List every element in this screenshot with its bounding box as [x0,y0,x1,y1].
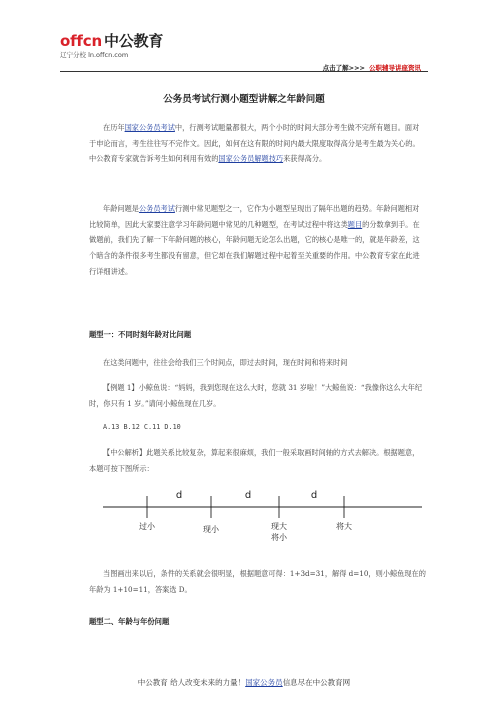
footer-link[interactable]: 国家公务员 [245,678,283,687]
solution-paragraph: 当图画出来以后，条件的关系就会很明显，根据题意可得：1+3d=31，解得 d=10，则小鲸鱼现在的年龄为 1+10=11，答案选 D。 [89,569,426,594]
link-civil-exam[interactable]: 公务员考试 [138,204,175,213]
page-title: 公务员考试行测小题型讲解之年龄问题 [163,94,325,105]
type1-paragraph: 在这类问题中，往往会给我们三个时间点，即过去时间，现在时间和将来时间 [103,358,348,367]
text: 行测中常见题型之一，它作为小题型呈现出了隔年出题的趋势。年龄问题相对比较简单，因此大家要注意学习年龄问题中常见的几种题型，在考试过程中将这类 [89,204,420,229]
link-solving-skills[interactable]: 国家公务员解题技巧 [218,154,284,164]
text: 来获得高分。 [283,154,327,164]
timeline-diagram [89,478,426,548]
offcn-logo[interactable] [60,32,163,59]
intro-paragraph [89,120,426,167]
age-intro-paragraph [89,201,426,280]
click-text: 点击了解>>> [322,64,365,72]
link-questions[interactable]: 题目 [347,219,363,229]
footer-slogan: 中公教育 给人改变未来的力量！ [137,678,246,687]
click-link[interactable]: 公职辅导讲座资讯 [369,64,421,72]
analysis-paragraph: 【中公解析】此题关系比较复杂，算起来很麻烦，我们一般采取画时间轴的方式去解决。根据题意，本题可按下图所示： [89,448,420,473]
footer-text: 信息尽在中公教育网 [282,678,351,687]
interval-d-label: d [175,490,183,501]
answer-options: A.13 B.12 C.11 D.10 [103,423,181,431]
text: 在历年 [103,123,125,132]
label-now-small: 现小 [203,525,219,534]
header-divider [60,71,428,72]
interval-d-label: d [244,490,252,501]
link-national-exam[interactable]: 国家公务员考试 [124,123,175,132]
page-footer [60,677,428,688]
text: 中，行测考试题量都很大，两个小时的时间大部分考生做不完所有题目。面对于申论而言，考生往往写不完作文。因此，如何在这有限的时间内最大限度取得高分是考生最为关心的。中公教育专家就告诉考生如何利用有效的 [89,123,420,164]
text: 年龄问题是 [103,204,139,213]
label-now-big: 现大 [271,522,287,531]
section-heading-2: 题型二、年龄与年份问题 [89,617,170,626]
label-future-small: 将小 [271,533,287,542]
label-past-small: 过小 [139,522,155,531]
logo-brand: offcn [60,32,102,50]
example-paragraph: 【例题 1】小鲸鱼说：“妈妈，我到您现在这么大时，您就 31 岁啦！”大鲸鱼说：“我像你这么大年纪时，你只有 1 岁。”请问小鲸鱼现在几岁。 [89,383,423,408]
text: 的分数拿到手。在做题前，我们先了解一下年龄问题的核心，年龄问题无论怎么出题，它的核心是唯一的，就是年龄差，这个暗含的条件很多考生都没有留意，但它却在我们解题过程中起着至关重要的作用。中公教育专家在此进行详细讲述。 [89,219,420,276]
section-heading-1: 题型一：不同时刻年龄对比问题 [89,330,192,339]
label-future-big: 将大 [336,522,352,531]
interval-d-label: d [310,490,318,501]
logo-cn: 中公教育 [103,32,164,50]
logo-sub: 辽宁分校 ln.offcn.com [60,51,129,59]
